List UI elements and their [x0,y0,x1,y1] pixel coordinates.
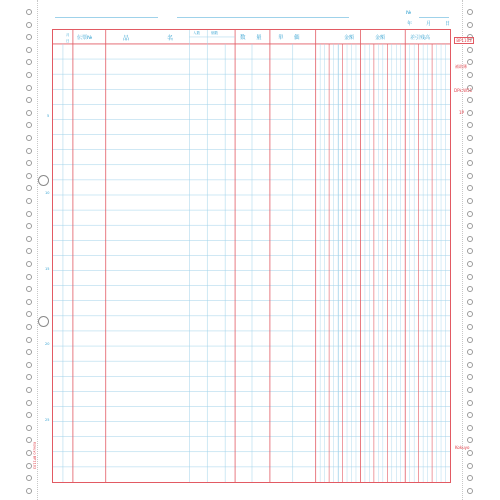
sprocket-hole [26,349,32,355]
col-quantity-count-label: 個数 [211,31,218,35]
sprocket-hole [467,173,473,179]
sprocket-hole [467,475,473,481]
sprocket-hole [467,387,473,393]
sprocket-hole [26,34,32,40]
sprocket-hole [26,85,32,91]
sprocket-hole [467,488,473,494]
sprocket-hole [26,97,32,103]
sprocket-hole [467,463,473,469]
sprocket-hole [26,412,32,418]
sprocket-hole [26,110,32,116]
header-blank-line-2 [177,17,349,18]
sprocket-hole [26,286,32,292]
sprocket-hole [26,475,32,481]
sprocket-hole [467,311,473,317]
row-marker-20: 20 [45,342,50,346]
sprocket-hole [26,185,32,191]
col-month-label: 月 [66,33,70,37]
sprocket-hole [467,349,473,355]
sprocket-hole [26,261,32,267]
sprocket-hole [26,324,32,330]
col-item-name-label-2: 名 [167,35,174,42]
col-voucher-no-label: 伝票№ [77,35,93,41]
brand-logo-text: Kokuyo [455,445,470,450]
row-marker-10: 10 [45,191,50,195]
sprocket-hole [467,412,473,418]
sprocket-hole [467,248,473,254]
header-number-label: № [406,10,412,16]
sprocket-hole [38,175,49,186]
side-note-ledger-type: 補助簿 [455,64,467,69]
sprocket-hole [467,374,473,380]
sprocket-hole [467,223,473,229]
sprocket-hole [38,316,49,327]
sprocket-hole [467,122,473,128]
row-marker-5: 5 [47,114,50,118]
sprocket-hole [26,299,32,305]
left-vertical-form-code: Kokuyo BP1103 [32,442,37,470]
side-note-paper-spec: DPk:W51 [454,88,473,93]
ledger-table [45,29,451,483]
sprocket-hole [26,9,32,15]
sprocket-hole [467,185,473,191]
right-perforation-line [462,0,463,500]
sprocket-hole [26,387,32,393]
header-number-line [419,17,449,18]
ledger-grid [53,30,450,482]
sprocket-hole [467,236,473,242]
sprocket-hole [467,135,473,141]
left-perforation-line [37,0,38,500]
sprocket-hole [26,47,32,53]
col-amount-a-label: 金額 [344,35,355,41]
header-day-label: 日 [445,21,451,27]
sprocket-hole [467,9,473,15]
sprocket-hole [467,198,473,204]
col-quantity-label-1: 数 [240,35,246,41]
side-note-ply: 1P [459,110,464,115]
sprocket-hole [467,362,473,368]
sprocket-hole [26,274,32,280]
sprocket-hole [26,248,32,254]
sprocket-hole [467,110,473,116]
sprocket-hole [467,47,473,53]
sprocket-hole [467,437,473,443]
sprocket-hole [467,425,473,431]
sprocket-hole [467,274,473,280]
col-balance-label: 差引残高 [410,35,431,41]
sprocket-hole [26,135,32,141]
sprocket-hole [26,198,32,204]
form-code-stamp: BP1103 [454,37,474,44]
sprocket-hole [26,236,32,242]
sprocket-hole [467,97,473,103]
sprocket-hole [26,22,32,28]
col-day-label: 日 [66,39,70,43]
row-marker-25: 25 [45,418,50,422]
sprocket-hole [467,148,473,154]
sprocket-hole [26,72,32,78]
sprocket-hole [26,337,32,343]
sprocket-hole [467,450,473,456]
sprocket-hole [26,173,32,179]
sprocket-hole [467,299,473,305]
sprocket-hole [26,362,32,368]
header-blank-line-1 [55,17,158,18]
sprocket-hole [467,261,473,267]
sprocket-hole [467,400,473,406]
sprocket-hole [26,311,32,317]
sprocket-hole [26,374,32,380]
sprocket-hole [26,211,32,217]
row-marker-15: 15 [45,267,50,271]
sprocket-hole [26,122,32,128]
col-amount-b-label: 金額 [375,35,386,41]
sprocket-hole [26,148,32,154]
sprocket-hole [26,160,32,166]
header-year-label: 年 [407,21,413,27]
sprocket-hole [26,59,32,65]
sprocket-hole [26,223,32,229]
sprocket-hole [467,59,473,65]
sprocket-hole [26,425,32,431]
col-quantity-label-2: 量 [256,35,262,41]
sprocket-hole [467,324,473,330]
sprocket-hole [467,72,473,78]
sprocket-hole [467,286,473,292]
col-unit-price-label-2: 価 [294,35,300,41]
sprocket-hole [467,22,473,28]
sprocket-hole [467,211,473,217]
header-month-label: 月 [426,21,432,27]
col-unit-price-label-1: 単 [278,35,284,41]
sprocket-hole [467,337,473,343]
sprocket-hole [467,160,473,166]
sprocket-hole [26,488,32,494]
sprocket-hole [26,400,32,406]
col-item-name-label-1: 品 [123,35,130,42]
col-quantity-in-label: 入数 [193,31,200,35]
